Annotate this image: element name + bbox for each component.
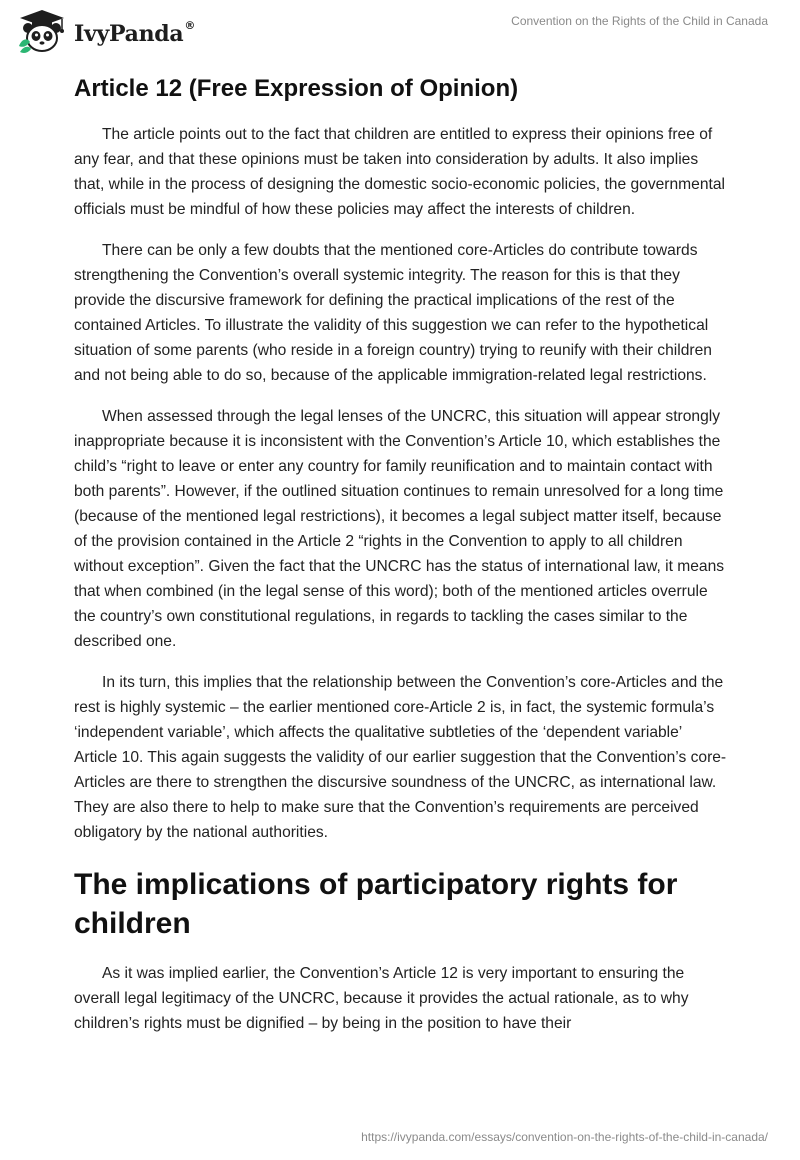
source-url-link[interactable]: https://ivypanda.com/essays/convention-on-the-rights-of-the-child-in-canada/: [361, 1130, 768, 1144]
brand-logo-link[interactable]: [16, 8, 195, 54]
page-header: [0, 0, 800, 60]
paragraph: In its turn, this implies that the relationship between the Convention’s core-Articles and the rest is highly systemic – the earlier mentioned core-Article 2 is, in fact, the systemic formula’s ‘independent variable’, which affects the qualitative subtleties of the ‘dependent variable’ Article 10. This again suggests the validity of our earlier suggestion that the Convention’s core-Articles are there to strengthen the discursive soundness of the UNCRC, as international law. They are also there to help to make sure that the Convention’s requirements are perceived obligatory by the national authorities.: [74, 674, 727, 841]
panda-logo-icon: [16, 8, 68, 54]
brand-name: IvyPanda®: [74, 19, 196, 47]
paragraph: As it was implied earlier, the Convention’s Article 12 is very important to ensuring the overall legal legitimacy of the UNCRC, because it provides the actual rationale, as to why children’s rights must be dignified – by being in the position to have their: [74, 965, 689, 1032]
paragraph: When assessed through the legal lenses of the UNCRC, this situation will appear strongly inappropriate because it is inconsistent with the Convention’s Article 10, which establishes the child’s “right to leave or enter any country for family reunification and to maintain contact with both parents”. However, if the outlined situation continues to remain unresolved for a long time (because of the mentioned legal restrictions), it becomes a legal subject matter itself, because of the provision contained in the Article 2 “rights in the Convention to apply to all children without exception”. Given the fact that the UNCRC has the status of international law, it means that when combined (in the legal sense of this word); both of the mentioned articles overrule the country’s own constitutional regulations, in regards to tackling the cases similar to the described one.: [74, 408, 725, 650]
paragraph: There can be only a few doubts that the mentioned core-Articles do contribute towards strengthening the Convention’s overall systemic integrity. The reason for this is that they provide the discursive framework for defining the practical implications of the rest of the contained Articles. To illustrate the validity of this suggestion we can refer to the hypothetical situation of some parents (who reside in a foreign country) trying to reunify with their children and not being able to do so, because of the applicable immigration-related legal restrictions.: [74, 242, 712, 384]
section-heading-participatory-rights: The implications of participatory rights for children: [74, 868, 678, 940]
paragraph: The article points out to the fact that children are entitled to express their opinions free of any fear, and that these opinions must be taken into consideration by adults. It also implies that, while in the process of designing the domestic socio-economic policies, the governmental officials must be mindful of how these policies may affect the interests of children.: [74, 126, 725, 218]
article-body: [74, 72, 728, 1052]
registered-mark: ®: [184, 19, 196, 32]
document-title: Convention on the Rights of the Child in Canada: [511, 14, 768, 28]
section-heading-article-12: Article 12 (Free Expression of Opinion): [74, 75, 519, 102]
